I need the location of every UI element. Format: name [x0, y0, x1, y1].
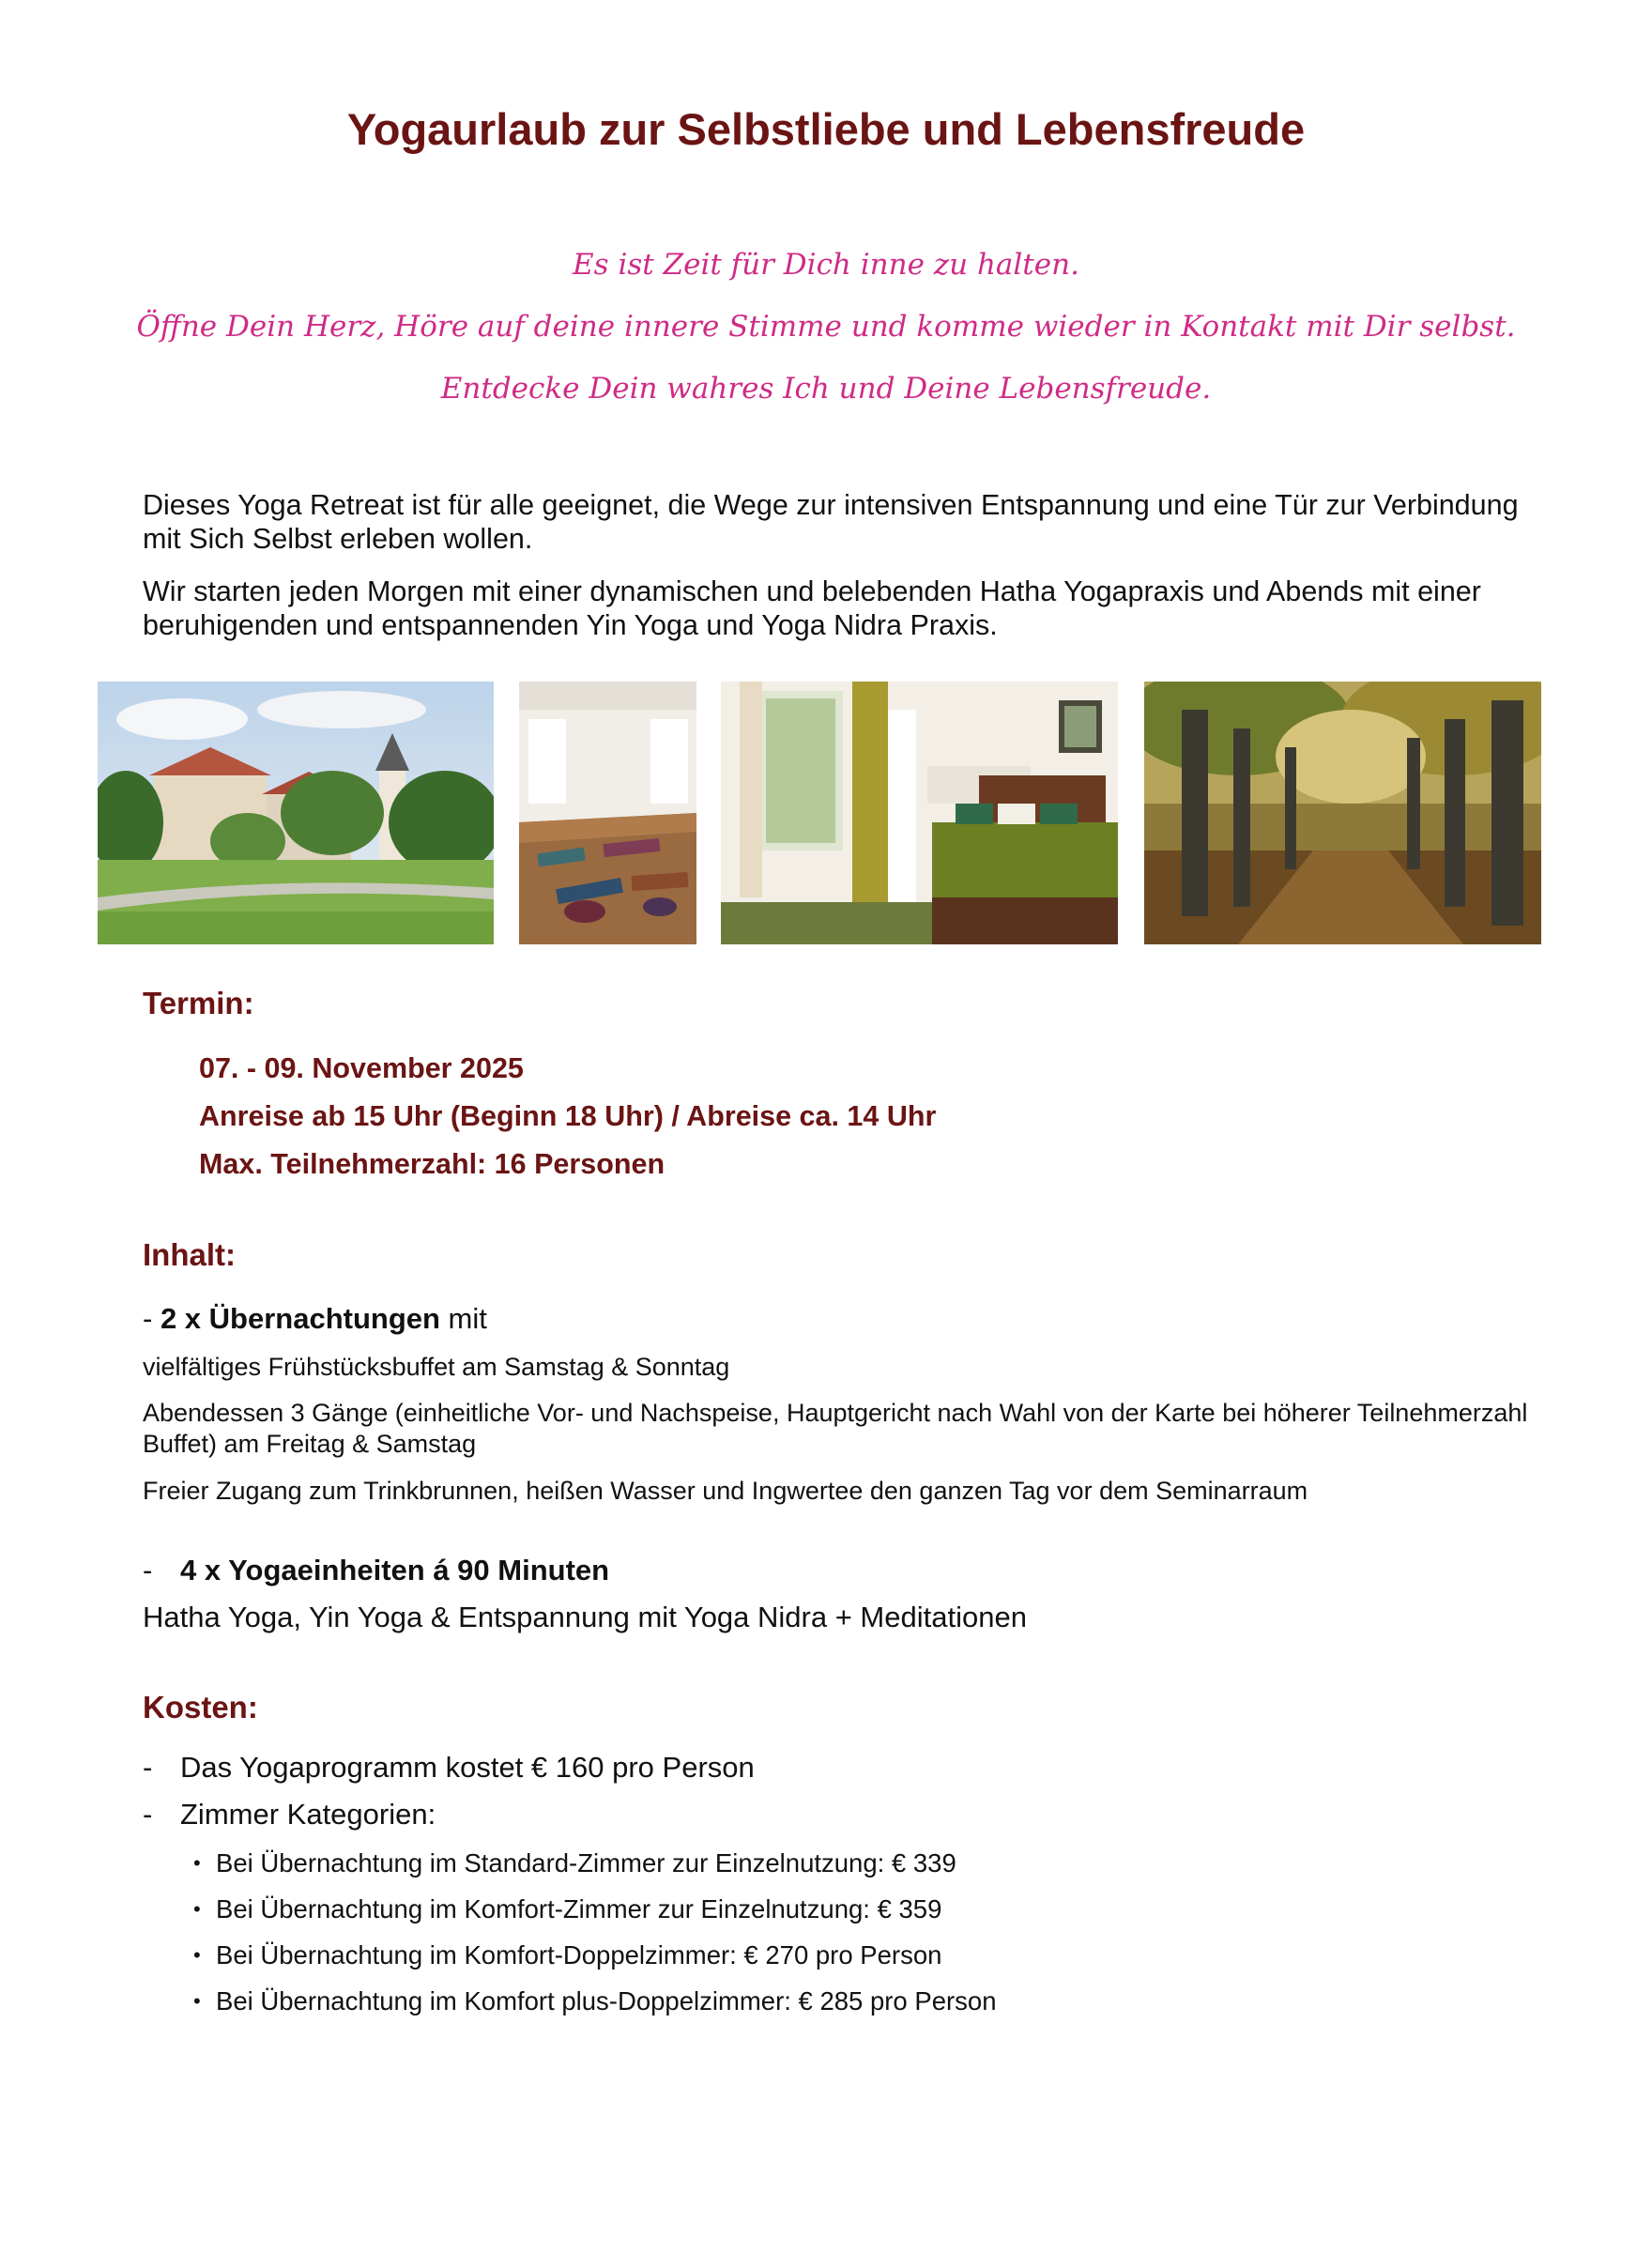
room-price-text: Bei Übernachtung im Komfort-Doppelzimmer: € 270 pro Person	[216, 1940, 942, 1969]
intro-paragraph-2: Wir starten jeden Morgen mit einer dynamischen und belebenden Hatha Yogapraxis und Abends mit einer beruhigenden und entspannenden Yin Yoga und Yoga Nidra Praxis.	[143, 575, 1481, 641]
inhalt-item-yoga-bold: 4 x Yogaeinheiten á 90 Minuten	[180, 1554, 610, 1586]
room-price-text: Bei Übernachtung im Komfort plus-Doppelzimmer: € 285 pro Person	[216, 1986, 997, 2015]
park-building-photo	[98, 682, 494, 944]
park-building-image	[98, 682, 494, 944]
kosten-program-text: Das Yogaprogramm kostet € 160 pro Person	[180, 1751, 755, 1784]
quote-line-1: Es ist Zeit für Dich inne zu halten.	[573, 248, 1079, 282]
bullet-icon: •	[193, 1989, 201, 2013]
room-komfort-plus-double	[193, 1986, 997, 2016]
inhalt-item-overnight-rest: mit	[439, 1302, 487, 1335]
bedroom-photo	[721, 682, 1118, 944]
kosten-heading: Kosten:	[143, 1690, 258, 1724]
termin-arrival: Anreise ab 15 Uhr (Beginn 18 Uhr) / Abreise ca. 14 Uhr	[199, 1100, 937, 1132]
quote-line-2: Öffne Dein Herz, Höre auf deine innere Stimme und komme wieder in Kontakt mit Dir selbst.	[136, 310, 1516, 344]
bullet-icon: •	[193, 1897, 201, 1921]
autumn-forest-photo	[1144, 682, 1541, 944]
inhalt-breakfast: vielfältiges Frühstücksbuffet am Samstag & Sonntag	[143, 1353, 730, 1381]
bullet-icon: •	[193, 1943, 201, 1967]
termin-date: 07. - 09. November 2025	[199, 1052, 524, 1084]
room-komfort-double	[193, 1940, 941, 1970]
inhalt-item-overnight-bold: 2 x Übernachtungen	[160, 1302, 440, 1335]
kosten-rooms-text: Zimmer Kategorien:	[180, 1798, 436, 1831]
inhalt-item-overnight	[143, 1303, 1541, 1334]
page-title: Yogaurlaub zur Selbstliebe und Lebensfreude	[346, 104, 1306, 154]
inhalt-yoga-dash: -	[143, 1554, 153, 1586]
termin-heading: Termin:	[143, 986, 254, 1020]
room-komfort-single	[193, 1894, 941, 1924]
kosten-program	[143, 1751, 755, 1785]
yoga-room-photo	[519, 682, 696, 944]
kosten-dash: -	[143, 1751, 153, 1784]
inhalt-dinner: Abendessen 3 Gänge (einheitliche Vor- und Nachspeise, Hauptgericht nach Wahl von der Karte bei höherer Teilnehmerzahl Buffet) am Freitag & Samstag	[143, 1399, 1528, 1458]
inhalt-item-yoga	[143, 1555, 1541, 1586]
termin-max-participants: Max. Teilnehmerzahl: 16 Personen	[199, 1148, 665, 1180]
bullet-icon: •	[193, 1851, 201, 1875]
inhalt-drinks: Freier Zugang zum Trinkbrunnen, heißen Wasser und Ingwertee den ganzen Tag vor dem Seminarraum	[143, 1477, 1308, 1505]
room-standard-single	[193, 1848, 956, 1878]
photo-strip	[0, 682, 1652, 944]
room-price-text: Bei Übernachtung im Komfort-Zimmer zur Einzelnutzung: € 359	[216, 1894, 942, 1923]
inhalt-heading: Inhalt:	[143, 1237, 236, 1272]
quote-line-3: Entdecke Dein wahres Ich und Deine Lebensfreude.	[440, 372, 1212, 406]
yoga-room-image	[519, 682, 696, 944]
kosten-rooms	[143, 1798, 436, 1832]
inhalt-yoga-detail: Hatha Yoga, Yin Yoga & Entspannung mit Yoga Nidra + Meditationen	[143, 1601, 1027, 1633]
room-price-text: Bei Übernachtung im Standard-Zimmer zur Einzelnutzung: € 339	[216, 1848, 956, 1878]
inhalt-item-dash: -	[143, 1302, 161, 1335]
bedroom-image	[721, 682, 1118, 944]
kosten-dash: -	[143, 1798, 153, 1831]
intro-paragraph-1: Dieses Yoga Retreat ist für alle geeignet, die Wege zur intensiven Entspannung und eine Tür zur Verbindung mit Sich Selbst erleben wollen.	[143, 489, 1519, 555]
autumn-forest-image	[1144, 682, 1541, 944]
